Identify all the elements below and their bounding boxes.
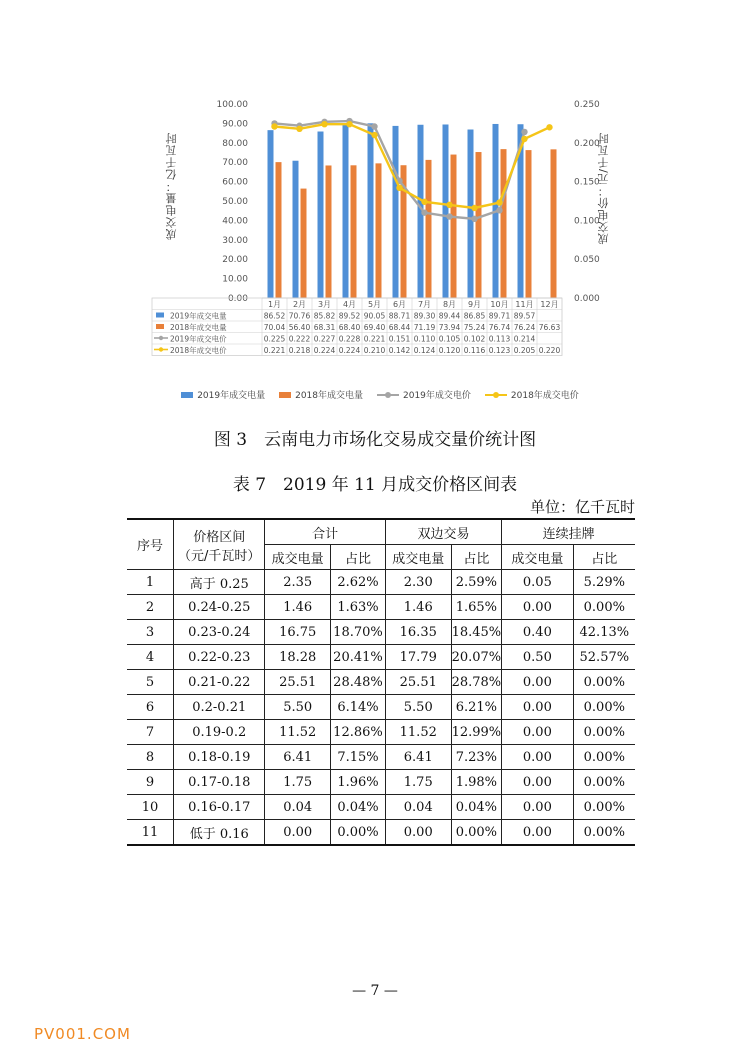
header-volume: 成交电量 xyxy=(385,545,451,570)
y2-tick-label: 0.200 xyxy=(574,138,600,149)
data-label: 89.52 xyxy=(338,311,361,321)
data-label: 76.63 xyxy=(538,323,561,332)
table-row xyxy=(127,795,635,820)
cell-bilateral-share: 6.21% xyxy=(451,695,502,720)
cell-listing-volume: 0.50 xyxy=(502,645,573,670)
data-label: 0.221 xyxy=(363,334,386,344)
y2-tick-label: 0.000 xyxy=(574,294,600,304)
cell-bilateral-share: 7.23% xyxy=(451,745,502,770)
data-label: 0.227 xyxy=(313,334,336,344)
y2-tick-label: 0.150 xyxy=(574,177,600,188)
y2-tick-label: 0.050 xyxy=(574,255,600,266)
cell-bilateral-share: 12.99% xyxy=(451,720,502,745)
cell-total-share: 2.62% xyxy=(331,570,386,595)
cell-total-share: 12.86% xyxy=(331,720,386,745)
point-2019-price xyxy=(446,213,452,219)
data-label: 0.116 xyxy=(463,346,486,355)
point-2018-price xyxy=(396,185,402,191)
cell-bilateral-volume: 0.04 xyxy=(385,795,451,820)
cell-bilateral-share: 0.04% xyxy=(451,795,502,820)
header-total: 合计 xyxy=(265,519,386,545)
legend-swatch xyxy=(485,391,507,399)
cell-listing-volume: 0.00 xyxy=(502,670,573,695)
point-2018-price xyxy=(346,121,352,127)
cell-bilateral-volume: 11.52 xyxy=(385,720,451,745)
cell-price-range: 高于 0.25 xyxy=(174,570,265,595)
legend-item xyxy=(377,388,471,401)
header-price-range-line2: （元/千瓦时） xyxy=(178,548,261,564)
y-tick-label: 80.00 xyxy=(222,138,248,149)
cell-listing-share: 42.13% xyxy=(573,620,635,645)
x-tick-label: 5月 xyxy=(367,300,382,309)
table-row xyxy=(127,720,635,745)
data-table-series-name: 2019年成交电量 xyxy=(170,311,227,321)
cell-listing-share: 52.57% xyxy=(573,645,635,670)
point-2019-price xyxy=(471,216,477,222)
cell-listing-share: 0.00% xyxy=(573,670,635,695)
cell-total-share: 18.70% xyxy=(331,620,386,645)
data-label: 0.102 xyxy=(463,334,486,344)
data-label: 71.19 xyxy=(413,323,436,332)
table-row xyxy=(127,695,635,720)
data-label: 0.221 xyxy=(263,346,286,355)
cell-listing-volume: 0.00 xyxy=(502,695,573,720)
point-2018-price xyxy=(421,199,427,205)
cell-listing-volume: 0.05 xyxy=(502,570,573,595)
table-caption: 表 7 2019 年 11 月成交价格区间表 xyxy=(232,475,518,495)
cell-index: 2 xyxy=(127,595,174,620)
data-label: 68.31 xyxy=(313,323,336,332)
data-label: 0.120 xyxy=(438,346,461,355)
bar-2019-volume xyxy=(343,124,349,298)
legend-swatch xyxy=(279,392,291,398)
point-2018-price xyxy=(546,124,552,130)
table-row xyxy=(127,770,635,795)
line-2018-price xyxy=(275,124,550,208)
chart xyxy=(150,92,610,410)
table-row xyxy=(127,570,635,595)
cell-total-volume: 1.46 xyxy=(265,595,331,620)
legend-label: 2018年成交电价 xyxy=(510,391,579,401)
cell-listing-share: 5.29% xyxy=(573,570,635,595)
x-tick-label: 4月 xyxy=(342,300,357,309)
x-tick-label: 8月 xyxy=(442,300,457,309)
bar-2018-volume xyxy=(276,162,282,298)
data-label: 86.52 xyxy=(263,311,286,321)
bar-2018-volume xyxy=(451,155,457,298)
data-label: 0.220 xyxy=(538,346,561,355)
header-bilateral: 双边交易 xyxy=(385,519,501,545)
cell-total-volume: 5.50 xyxy=(265,695,331,720)
bar-2018-volume xyxy=(501,149,507,298)
data-label: 70.04 xyxy=(263,323,286,332)
legend-label: 2019年成交电量 xyxy=(197,391,266,401)
cell-listing-volume: 0.00 xyxy=(502,720,573,745)
cell-total-share: 7.15% xyxy=(331,745,386,770)
point-2018-price xyxy=(446,202,452,208)
cell-price-range: 0.19-0.2 xyxy=(174,720,265,745)
cell-total-volume: 2.35 xyxy=(265,570,331,595)
cell-index: 5 xyxy=(127,670,174,695)
cell-bilateral-volume: 25.51 xyxy=(385,670,451,695)
cell-price-range: 0.24-0.25 xyxy=(174,595,265,620)
cell-index: 3 xyxy=(127,620,174,645)
bar-2018-volume xyxy=(476,152,482,298)
table-body xyxy=(127,570,635,846)
cell-listing-volume: 0.00 xyxy=(502,795,573,820)
cell-bilateral-volume: 16.35 xyxy=(385,620,451,645)
point-2018-price xyxy=(471,205,477,211)
cell-bilateral-volume: 2.30 xyxy=(385,570,451,595)
y2-tick-label: 0.100 xyxy=(574,216,600,227)
cell-price-range: 0.16-0.17 xyxy=(174,795,265,820)
y-tick-label: 0.00 xyxy=(227,294,248,304)
data-table-series-name: 2018年成交电量 xyxy=(170,323,227,332)
unit-label: 单位：亿千瓦时 xyxy=(529,498,635,516)
data-label: 0.123 xyxy=(488,346,511,355)
header-share: 占比 xyxy=(331,545,386,570)
data-label: 0.218 xyxy=(288,346,311,355)
y-tick-label: 20.00 xyxy=(222,255,248,266)
y-tick-label: 60.00 xyxy=(222,177,248,188)
y-tick-label: 100.00 xyxy=(216,100,248,110)
cell-index: 8 xyxy=(127,745,174,770)
y-tick-label: 30.00 xyxy=(222,235,248,246)
bar-2019-volume xyxy=(368,123,374,298)
cell-index: 6 xyxy=(127,695,174,720)
point-2019-price xyxy=(421,209,427,215)
cell-price-range: 0.21-0.22 xyxy=(174,670,265,695)
bar-2019-volume xyxy=(268,130,274,298)
x-tick-label: 9月 xyxy=(467,300,482,309)
cell-total-share: 1.63% xyxy=(331,595,386,620)
bar-2019-volume xyxy=(318,132,324,298)
chart-legend xyxy=(150,388,610,401)
cell-price-range: 0.2-0.21 xyxy=(174,695,265,720)
table-row xyxy=(127,670,635,695)
cell-total-share: 0.04% xyxy=(331,795,386,820)
cell-bilateral-share: 0.00% xyxy=(451,820,502,846)
data-label: 0.105 xyxy=(438,334,461,344)
data-label: 0.210 xyxy=(363,346,386,355)
cell-index: 9 xyxy=(127,770,174,795)
cell-listing-volume: 0.40 xyxy=(502,620,573,645)
data-label: 0.205 xyxy=(513,346,536,355)
bar-2018-volume xyxy=(351,165,357,298)
x-tick-label: 2月 xyxy=(292,300,307,309)
cell-total-volume: 0.04 xyxy=(265,795,331,820)
cell-listing-volume: 0.00 xyxy=(502,595,573,620)
point-2018-price xyxy=(296,126,302,132)
header-share: 占比 xyxy=(451,545,502,570)
cell-price-range: 0.18-0.19 xyxy=(174,745,265,770)
chart-svg xyxy=(150,92,610,410)
legend-label: 2018年成交电量 xyxy=(295,391,363,401)
cell-bilateral-volume: 1.46 xyxy=(385,595,451,620)
cell-total-share: 6.14% xyxy=(331,695,386,720)
header-volume: 成交电量 xyxy=(265,545,331,570)
figure-caption: 图 3 云南电力市场化交易成交量价统计图 xyxy=(213,430,537,450)
x-tick-label: 12月 xyxy=(540,300,559,309)
cell-listing-share: 0.00% xyxy=(573,795,635,820)
data-label: 0.142 xyxy=(388,346,411,355)
cell-total-share: 1.96% xyxy=(331,770,386,795)
data-label: 89.57 xyxy=(513,311,536,321)
y-tick-label: 10.00 xyxy=(222,274,248,285)
legend-swatch xyxy=(377,391,399,399)
data-label: 86.85 xyxy=(463,311,486,321)
data-label: 89.30 xyxy=(413,311,436,321)
data-table-swatch xyxy=(156,313,164,318)
header-share: 占比 xyxy=(573,545,635,570)
cell-total-volume: 18.28 xyxy=(265,645,331,670)
cell-listing-volume: 0.00 xyxy=(502,745,573,770)
cell-listing-share: 0.00% xyxy=(573,820,635,846)
legend-item xyxy=(181,388,265,401)
data-label: 76.24 xyxy=(513,323,536,332)
bar-2019-volume xyxy=(393,126,399,298)
cell-listing-share: 0.00% xyxy=(573,720,635,745)
cell-price-range: 0.23-0.24 xyxy=(174,620,265,645)
table-row xyxy=(127,645,635,670)
data-label: 89.71 xyxy=(488,311,511,321)
data-label: 85.82 xyxy=(313,311,336,321)
y-tick-label: 70.00 xyxy=(222,158,248,169)
data-label: 0.222 xyxy=(288,334,311,344)
x-tick-label: 6月 xyxy=(392,300,407,309)
data-table-swatch xyxy=(159,336,163,340)
page-number: — 7 — xyxy=(352,983,398,999)
data-label: 88.71 xyxy=(388,311,411,321)
data-label: 56.40 xyxy=(288,323,311,332)
cell-index: 11 xyxy=(127,820,174,846)
cell-listing-share: 0.00% xyxy=(573,595,635,620)
cell-listing-share: 0.00% xyxy=(573,695,635,720)
cell-bilateral-share: 1.65% xyxy=(451,595,502,620)
cell-total-volume: 0.00 xyxy=(265,820,331,846)
watermark: PV001.COM xyxy=(34,1025,131,1043)
y-axis-title-left: 成交电量：亿千瓦时 xyxy=(165,132,178,240)
cell-index: 4 xyxy=(127,645,174,670)
point-2018-price xyxy=(271,123,277,129)
cell-listing-volume: 0.00 xyxy=(502,820,573,846)
data-table-series-name: 2019年成交电价 xyxy=(170,334,227,344)
table-row xyxy=(127,620,635,645)
bar-2018-volume xyxy=(301,189,307,298)
header-volume: 成交电量 xyxy=(502,545,573,570)
cell-listing-share: 0.00% xyxy=(573,770,635,795)
data-label: 0.224 xyxy=(313,346,336,355)
cell-total-volume: 6.41 xyxy=(265,745,331,770)
cell-total-volume: 11.52 xyxy=(265,720,331,745)
price-range-table xyxy=(127,518,635,846)
header-index: 序号 xyxy=(127,519,174,570)
data-table-swatch xyxy=(159,347,163,351)
cell-bilateral-volume: 1.75 xyxy=(385,770,451,795)
cell-bilateral-volume: 0.00 xyxy=(385,820,451,846)
cell-total-share: 28.48% xyxy=(331,670,386,695)
cell-bilateral-share: 20.07% xyxy=(451,645,502,670)
cell-total-volume: 16.75 xyxy=(265,620,331,645)
x-tick-label: 1月 xyxy=(267,300,282,309)
data-label: 68.40 xyxy=(338,323,361,332)
cell-bilateral-share: 18.45% xyxy=(451,620,502,645)
data-label: 89.44 xyxy=(438,311,461,321)
data-label: 0.228 xyxy=(338,334,361,344)
point-2018-price xyxy=(371,132,377,138)
bar-2018-volume xyxy=(551,149,557,298)
data-label: 0.113 xyxy=(488,334,511,344)
data-label: 0.110 xyxy=(413,334,436,344)
data-label: 75.24 xyxy=(463,323,486,332)
cell-index: 1 xyxy=(127,570,174,595)
cell-bilateral-share: 2.59% xyxy=(451,570,502,595)
y-tick-label: 90.00 xyxy=(222,119,248,130)
cell-price-range: 低于 0.16 xyxy=(174,820,265,846)
table-row xyxy=(127,820,635,846)
cell-total-share: 20.41% xyxy=(331,645,386,670)
x-tick-label: 11月 xyxy=(515,300,534,309)
y-axis-title-right: 成交电价：元/千瓦时 xyxy=(597,132,610,245)
bar-2018-volume xyxy=(426,160,432,298)
data-label: 0.224 xyxy=(338,346,361,355)
legend-item xyxy=(279,388,363,401)
bar-2019-volume xyxy=(443,124,449,298)
x-tick-label: 10月 xyxy=(490,300,509,309)
data-label: 68.44 xyxy=(388,323,411,332)
y-tick-label: 40.00 xyxy=(222,216,248,227)
cell-listing-share: 0.00% xyxy=(573,745,635,770)
y-tick-label: 50.00 xyxy=(222,197,248,207)
data-label: 69.40 xyxy=(363,323,386,332)
data-table-swatch xyxy=(156,324,164,329)
data-label: 73.94 xyxy=(438,323,461,332)
point-2018-price xyxy=(321,121,327,127)
cell-listing-volume: 0.00 xyxy=(502,770,573,795)
data-label: 0.225 xyxy=(263,334,286,344)
data-label: 76.74 xyxy=(488,323,511,332)
cell-bilateral-share: 28.78% xyxy=(451,670,502,695)
header-price-range xyxy=(174,519,265,570)
bar-2018-volume xyxy=(376,163,382,298)
legend-item xyxy=(485,388,579,401)
data-label: 0.124 xyxy=(413,346,436,355)
data-label: 0.214 xyxy=(513,334,536,344)
y2-tick-label: 0.250 xyxy=(574,100,600,110)
bar-2018-volume xyxy=(526,150,532,298)
x-tick-label: 7月 xyxy=(417,300,432,309)
cell-price-range: 0.22-0.23 xyxy=(174,645,265,670)
cell-bilateral-share: 1.98% xyxy=(451,770,502,795)
point-2018-price xyxy=(521,136,527,142)
legend-label: 2019年成交电价 xyxy=(403,391,471,401)
cell-total-volume: 1.75 xyxy=(265,770,331,795)
cell-price-range: 0.17-0.18 xyxy=(174,770,265,795)
header-price-range-line1: 价格区间 xyxy=(193,529,246,545)
cell-index: 10 xyxy=(127,795,174,820)
header-listing: 连续挂牌 xyxy=(502,519,635,545)
cell-index: 7 xyxy=(127,720,174,745)
cell-bilateral-volume: 6.41 xyxy=(385,745,451,770)
bar-2019-volume xyxy=(293,161,299,298)
bar-2018-volume xyxy=(326,165,332,298)
data-label: 90.05 xyxy=(363,311,386,321)
point-2019-price xyxy=(371,123,377,129)
legend-swatch xyxy=(181,392,193,398)
data-table-series-name: 2018年成交电价 xyxy=(170,346,227,355)
data-label: 0.151 xyxy=(388,334,411,344)
table-row xyxy=(127,745,635,770)
point-2019-price xyxy=(496,207,502,213)
cell-bilateral-volume: 5.50 xyxy=(385,695,451,720)
cell-bilateral-volume: 17.79 xyxy=(385,645,451,670)
cell-total-share: 0.00% xyxy=(331,820,386,846)
point-2018-price xyxy=(496,199,502,205)
x-tick-label: 3月 xyxy=(317,300,332,309)
bar-2019-volume xyxy=(468,130,474,298)
point-2019-price xyxy=(521,129,527,135)
table-row xyxy=(127,595,635,620)
data-label: 70.76 xyxy=(288,311,311,321)
cell-total-volume: 25.51 xyxy=(265,670,331,695)
